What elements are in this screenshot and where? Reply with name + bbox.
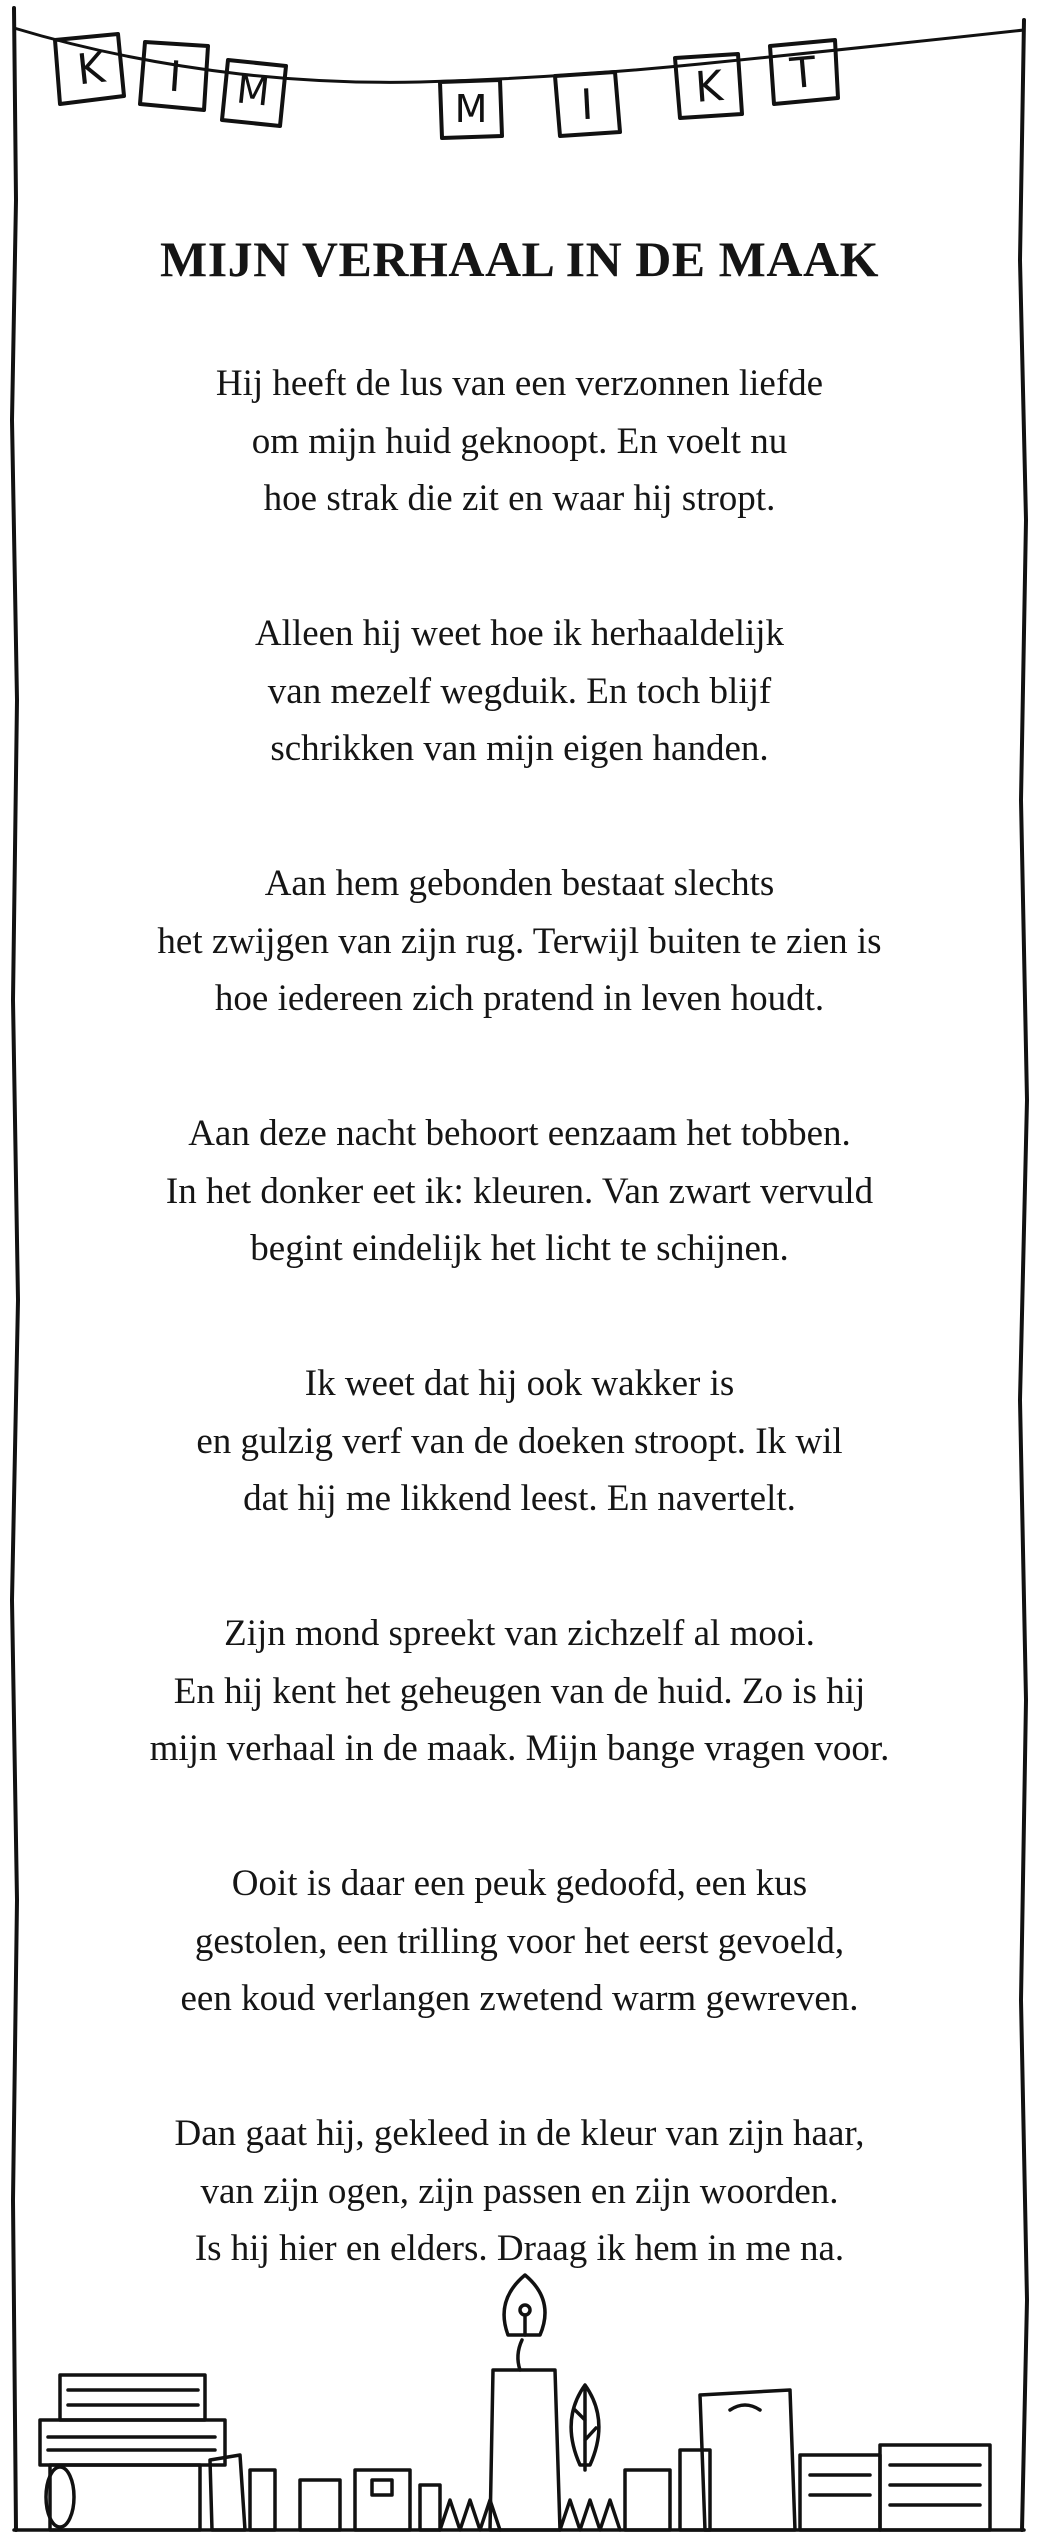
poem-line: hoe iedereen zich pratend in leven houdt. [214, 978, 825, 1019]
poem-line: Ooit is daar een peuk gedoofd, een kus [231, 1863, 808, 1904]
banner-letter-k: K [74, 42, 108, 95]
poem-line: mijn verhaal in de maak. Mijn bange vragen voor. [149, 1728, 890, 1769]
poem-line: het zwijgen van zijn rug. Terwijl buiten te zien is [157, 920, 882, 962]
poem-line: Dan gaat hij, gekleed in de kleur van zijn haar, [174, 2113, 865, 2154]
stanza [40, 1605, 999, 1778]
poem-line: Alleen hij weet hoe ik herhaaldelijk [254, 613, 785, 654]
poem-line: en gulzig verf van de doeken stroopt. Ik wil [196, 1420, 843, 1462]
banner-letter-m: M [454, 87, 488, 131]
banner-letter-i: I [579, 79, 595, 130]
poem-line: En hij kent het geheugen van de huid. Zo is hij [173, 1670, 866, 1712]
banner-letter-k: K [693, 61, 725, 112]
poem-line: Zijn mond spreekt van zichzelf al mooi. [224, 1613, 815, 1654]
candle-icon [490, 2340, 560, 2530]
poem-line: Ik weet dat hij ook wakker is [304, 1363, 735, 1404]
stanza [40, 1105, 999, 1278]
fountain-pen-icon [504, 2275, 545, 2335]
book-stack-icon [40, 2375, 275, 2530]
poem-line: een koud verlangen zwetend warm gewreven. [180, 1978, 859, 2019]
poem-body [40, 355, 999, 2278]
page-title: MIJN VERHAAL IN DE MAAK [160, 231, 879, 287]
poem-line: In het donker eet ik: kleuren. Van zwart vervuld [165, 1170, 874, 1212]
poem-line: gestolen, een trilling voor het eerst gevoeld, [194, 1920, 845, 1962]
stanza [40, 1855, 999, 2028]
poem-line: Is hij hier en elders. Draag ik hem in me na. [194, 2228, 845, 2269]
stanza [40, 855, 999, 1028]
poem-line: dat hij me likkend leest. En navertelt. [243, 1478, 796, 1519]
poem-line: Aan deze nacht behoort eenzaam het tobben. [188, 1113, 851, 1154]
poem-line: van zijn ogen, zijn passen en zijn woorden. [200, 2170, 839, 2212]
poem-line: schrikken van mijn eigen handen. [270, 728, 769, 769]
stanza [40, 1355, 999, 1528]
stanza [40, 605, 999, 778]
frame-right-border [1020, 20, 1027, 2530]
leaf-icon [571, 2385, 599, 2470]
frame-left-border [12, 8, 18, 2530]
book-stack-icon-right [625, 2390, 990, 2530]
poem-line: van mezelf wegduik. En toch blijf [267, 670, 772, 712]
bottom-illustration [14, 2275, 1024, 2530]
poem-line: Hij heeft de lus van een verzonnen liefde [215, 363, 824, 404]
banner-letter-t: T [788, 46, 818, 99]
banner-letter-m: M [234, 67, 272, 115]
banner-letter-i: I [167, 51, 183, 102]
poem-line: Aan hem gebonden bestaat slechts [264, 863, 775, 904]
poem-line: om mijn huid geknoopt. En voelt nu [251, 420, 788, 462]
stanza [40, 2105, 999, 2278]
stanza [40, 355, 999, 528]
poem-line: begint eindelijk het licht te schijnen. [250, 1228, 789, 1269]
poem-line: hoe strak die zit en waar hij stropt. [263, 478, 776, 519]
